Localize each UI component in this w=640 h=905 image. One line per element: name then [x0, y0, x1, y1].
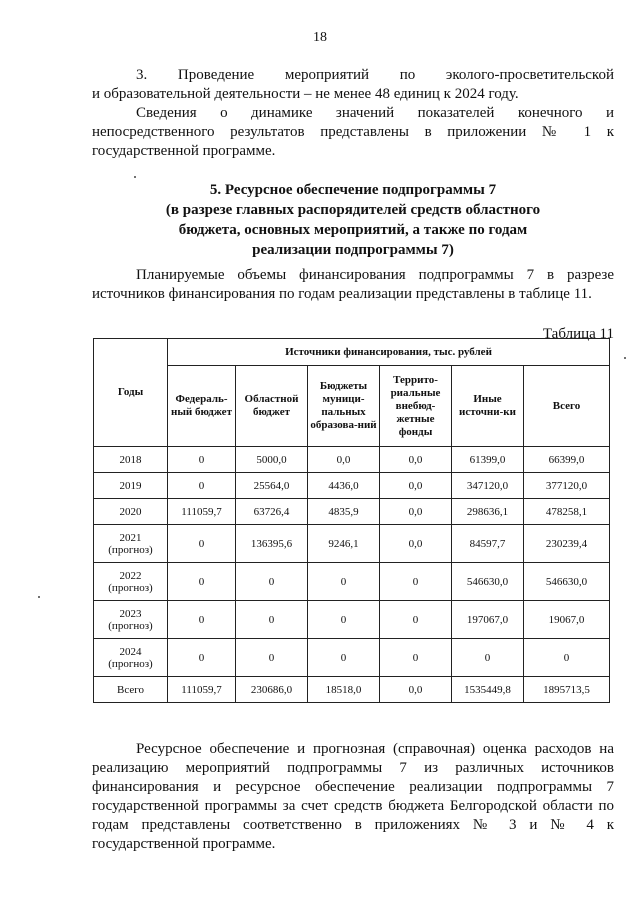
year-note: (прогноз) — [108, 543, 153, 556]
table-row — [94, 639, 610, 677]
section-heading-line3: бюджета, основных мероприятий, а также по годам — [178, 222, 528, 238]
value-cell: 0 — [380, 639, 452, 677]
value-cell: 4835,9 — [308, 499, 380, 525]
value-cell: 1535449,8 — [452, 677, 524, 703]
year-cell — [94, 499, 168, 525]
value-cell: 0,0 — [308, 447, 380, 473]
year-cell — [94, 563, 168, 601]
value-cell: 25564,0 — [236, 473, 308, 499]
value-cell: 5000,0 — [236, 447, 308, 473]
planned-paragraph: Планируемые объемы финансирования подпрограммы 7 в разрезе источников финансирования по годам реализации представлены в таблице 11. — [92, 267, 614, 302]
value-cell: 546630,0 — [524, 563, 610, 601]
value-cell: 0 — [524, 639, 610, 677]
value-cell: 230239,4 — [524, 525, 610, 563]
year-note: (прогноз) — [108, 619, 153, 632]
column-header: Террито-риальные внебюд-жетные фонды — [380, 366, 452, 447]
value-cell: 0 — [168, 563, 236, 601]
value-cell: 377120,0 — [524, 473, 610, 499]
value-cell: 0 — [236, 601, 308, 639]
year-cell — [94, 525, 168, 563]
scan-speck — [624, 357, 626, 359]
value-cell: 19067,0 — [524, 601, 610, 639]
item3-paragraph — [92, 66, 614, 104]
value-cell: 0 — [380, 601, 452, 639]
year-cell — [94, 601, 168, 639]
section-heading — [92, 180, 614, 260]
value-cell: 84597,7 — [452, 525, 524, 563]
item3-line1: 3. Проведение мероприятий по эколого-просветительской — [136, 67, 614, 83]
year-cell — [94, 639, 168, 677]
table-row — [94, 473, 610, 499]
value-cell: 478258,1 — [524, 499, 610, 525]
value-cell: 63726,4 — [236, 499, 308, 525]
value-cell: 0 — [168, 473, 236, 499]
value-cell: 18518,0 — [308, 677, 380, 703]
year-value: 2022 — [119, 569, 142, 582]
table-row — [94, 525, 610, 563]
value-cell: 66399,0 — [524, 447, 610, 473]
value-cell: 0,0 — [380, 499, 452, 525]
value-cell: 347120,0 — [452, 473, 524, 499]
dynamics-paragraph: Сведения о динамике значений показателей конечного и непосредственного результатов представлены в приложении № 1 к государственной программе. — [92, 105, 614, 159]
value-cell: 0 — [168, 525, 236, 563]
value-cell: 0 — [380, 563, 452, 601]
section-heading-line1: 5. Ресурсное обеспечение подпрограммы 7 — [209, 182, 497, 198]
value-cell: 197067,0 — [452, 601, 524, 639]
value-cell: 0 — [452, 639, 524, 677]
value-cell: 4436,0 — [308, 473, 380, 499]
year-note: (прогноз) — [108, 581, 153, 594]
table-row — [94, 447, 610, 473]
year-cell — [94, 473, 168, 499]
sources-group-header: Источники финансирования, тыс. рублей — [168, 339, 610, 366]
value-cell: 0,0 — [380, 473, 452, 499]
financing-table — [93, 338, 610, 703]
section-heading-line2: (в разрезе главных распорядителей средств областного — [165, 202, 541, 218]
column-header: Областной бюджет — [236, 366, 308, 447]
year-value: 2018 — [119, 453, 142, 466]
value-cell: 111059,7 — [168, 677, 236, 703]
table-row-total — [94, 677, 610, 703]
value-cell: 0 — [236, 639, 308, 677]
value-cell: 0,0 — [380, 525, 452, 563]
table-row — [94, 563, 610, 601]
year-cell — [94, 677, 168, 703]
value-cell: 546630,0 — [452, 563, 524, 601]
scan-speck — [134, 176, 136, 178]
years-header: Годы — [94, 339, 168, 447]
year-note: (прогноз) — [108, 657, 153, 670]
year-value: Всего — [117, 683, 144, 696]
value-cell: 0 — [308, 639, 380, 677]
table-row — [94, 499, 610, 525]
column-header: Бюджеты муници-пальных образова-ний — [308, 366, 380, 447]
table-row — [94, 601, 610, 639]
column-header: Иные источни-ки — [452, 366, 524, 447]
year-value: 2021 — [119, 531, 142, 544]
value-cell: 0 — [168, 639, 236, 677]
year-value: 2023 — [119, 607, 142, 620]
value-cell: 111059,7 — [168, 499, 236, 525]
resource-paragraph: Ресурсное обеспечение и прогнозная (справочная) оценка расходов на реализацию мероприятий подпрограммы 7 из различных источников финансирования и ресурсное обеспечение реализации подпрограммы 7 государственной программы за счет средств бюджета Белгородской области по годам представлены соответственно в приложениях № 3 и № 4 к государственной программе. — [92, 741, 614, 852]
value-cell: 0 — [236, 563, 308, 601]
value-cell: 0 — [308, 563, 380, 601]
value-cell: 0 — [308, 601, 380, 639]
value-cell: 230686,0 — [236, 677, 308, 703]
year-cell — [94, 447, 168, 473]
item3-line2: и образовательной деятельности – не менее 48 единиц к 2024 году. — [92, 86, 519, 102]
column-header: Федераль-ный бюджет — [168, 366, 236, 447]
value-cell: 9246,1 — [308, 525, 380, 563]
page-number: 18 — [313, 30, 327, 45]
year-value: 2020 — [119, 505, 142, 518]
section-heading-line4: реализации подпрограммы 7) — [252, 242, 454, 258]
year-value: 2024 — [119, 645, 142, 658]
value-cell: 0,0 — [380, 447, 452, 473]
value-cell: 0 — [168, 447, 236, 473]
value-cell: 136395,6 — [236, 525, 308, 563]
scan-speck — [38, 596, 40, 598]
table-caption: Таблица 11 — [542, 326, 614, 342]
value-cell: 1895713,5 — [524, 677, 610, 703]
value-cell: 0,0 — [380, 677, 452, 703]
value-cell: 61399,0 — [452, 447, 524, 473]
column-header: Всего — [524, 366, 610, 447]
value-cell: 298636,1 — [452, 499, 524, 525]
year-value: 2019 — [119, 479, 142, 492]
value-cell: 0 — [168, 601, 236, 639]
